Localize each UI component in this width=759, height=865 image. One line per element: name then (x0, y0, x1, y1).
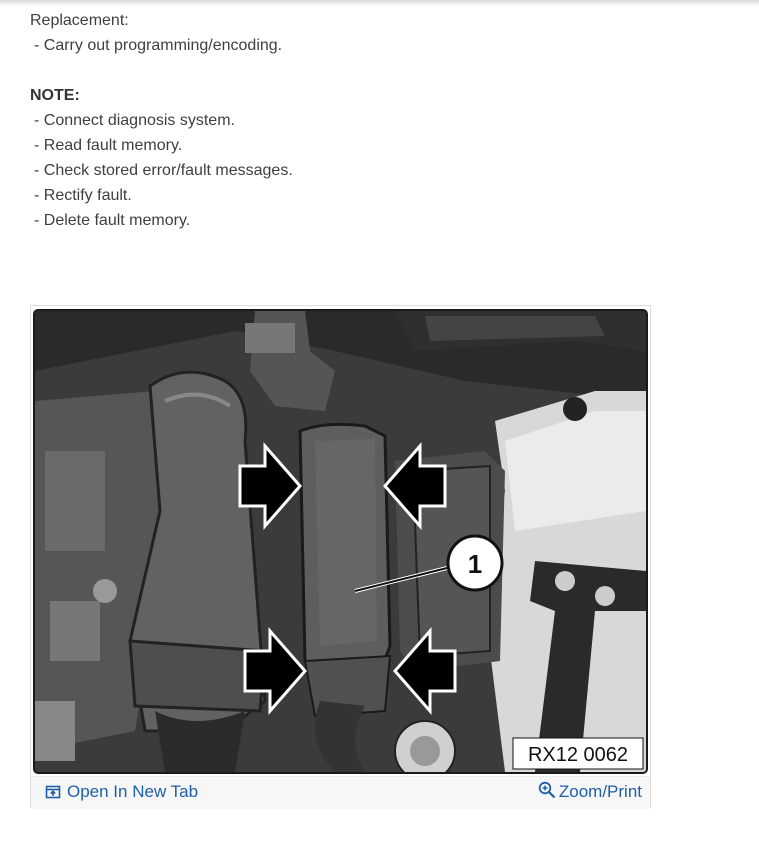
reference-code: RX12 0062 (527, 744, 629, 766)
note-step: - Connect diagnosis system. (34, 112, 235, 129)
zoom-print-label: Zoom/Print (558, 782, 642, 801)
note-step: - Read fault memory. (34, 137, 183, 154)
zoom-print-link[interactable] (538, 782, 642, 802)
replacement-step: - Carry out programming/encoding. (34, 37, 283, 54)
engine-bay-illustration (35, 311, 646, 772)
document-body (30, 8, 293, 233)
open-in-new-tab-link[interactable] (45, 782, 198, 802)
open-in-new-tab-icon (45, 784, 61, 800)
note-step: - Delete fault memory. (34, 212, 191, 229)
figure-card (30, 305, 651, 808)
top-shadow (0, 0, 759, 6)
note-step: - Check stored error/fault messages. (34, 162, 293, 179)
zoom-magnifier-icon (538, 781, 556, 799)
note-heading: NOTE: (30, 87, 80, 104)
open-in-new-tab-label: Open In New Tab (67, 782, 199, 801)
note-step: - Rectify fault. (34, 187, 132, 204)
callout-number: 1 (467, 549, 483, 579)
figure-footer (31, 776, 650, 809)
replacement-heading: Replacement: (30, 12, 129, 29)
engine-bay-photo[interactable] (33, 309, 648, 774)
